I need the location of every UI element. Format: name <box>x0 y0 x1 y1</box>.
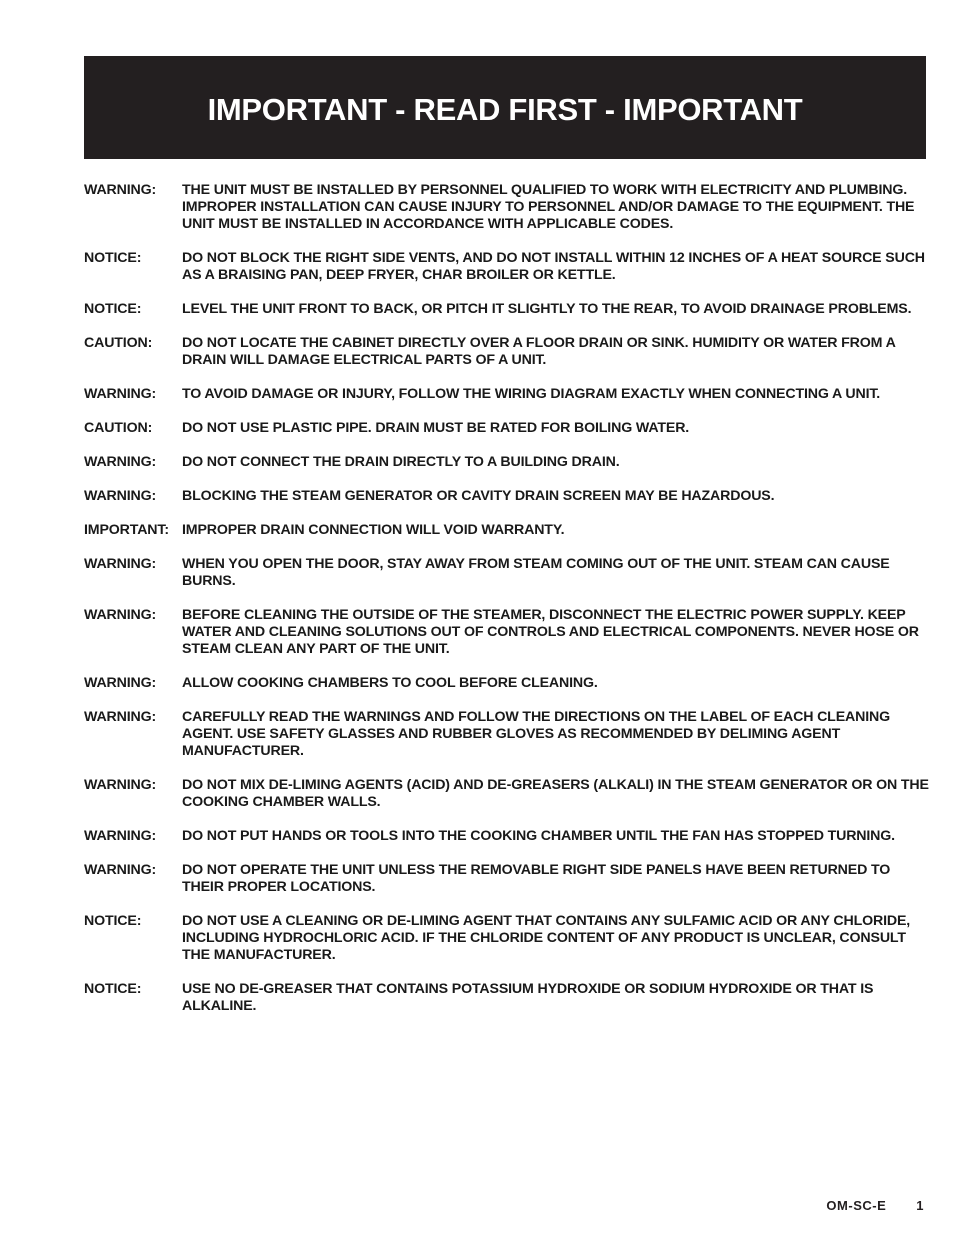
notice-text: DO NOT MIX DE-LIMING AGENTS (ACID) AND DE-GREASERS (ALKALI) IN THE STEAM GENERATOR OR ON THE COOKING CHAMBER WALLS. <box>182 777 929 810</box>
page-title: IMPORTANT - READ FIRST - IMPORTANT <box>207 91 803 127</box>
notice-text: BEFORE CLEANING THE OUTSIDE OF THE STEAMER, DISCONNECT THE ELECTRIC POWER SUPPLY. KEEP WATER AND CLEANING SOLUTIONS OUT OF CONTROLS AND ELECTRICAL COMPONENTS. NEVER HOSE OR STEAM CLEAN ANY PART OF THE UNIT. <box>182 607 919 657</box>
notice-type-label: WARNING: <box>84 556 157 572</box>
notice-type-label: WARNING: <box>84 709 157 725</box>
document-code: OM-SC-E <box>826 1198 887 1213</box>
notice-item <box>84 488 929 505</box>
page-footer <box>826 1198 924 1213</box>
notice-item <box>84 981 929 1015</box>
notice-text: DO NOT USE A CLEANING OR DE-LIMING AGENT THAT CONTAINS ANY SULFAMIC ACID OR ANY CHLORIDE, INCLUDING HYDROCHLORIC ACID. IF THE CHLORIDE CONTENT OF ANY PRODUCT IS UNCLEAR, CONSULT THE MANUFACTURER. <box>182 913 911 963</box>
page-number: 1 <box>916 1198 924 1213</box>
notice-text: CAREFULLY READ THE WARNINGS AND FOLLOW THE DIRECTIONS ON THE LABEL OF EACH CLEANING AGENT. USE SAFETY GLASSES AND RUBBER GLOVES AS RECOMMENDED BY DELIMING AGENT MANUFACTURER. <box>182 709 890 759</box>
notice-item <box>84 777 929 811</box>
notice-type-label: WARNING: <box>84 777 157 793</box>
notice-item <box>84 828 929 845</box>
notice-text: DO NOT CONNECT THE DRAIN DIRECTLY TO A BUILDING DRAIN. <box>182 454 620 470</box>
header-banner <box>84 56 926 159</box>
notice-item <box>84 913 929 964</box>
notice-item <box>84 182 929 233</box>
notice-item <box>84 454 929 471</box>
notice-item <box>84 607 929 658</box>
notice-text: TO AVOID DAMAGE OR INJURY, FOLLOW THE WIRING DIAGRAM EXACTLY WHEN CONNECTING A UNIT. <box>182 386 881 402</box>
notice-type-label: WARNING: <box>84 675 157 691</box>
notice-text: DO NOT USE PLASTIC PIPE. DRAIN MUST BE RATED FOR BOILING WATER. <box>182 420 690 436</box>
notice-type-label: WARNING: <box>84 386 157 402</box>
notice-type-label: CAUTION: <box>84 335 153 351</box>
notice-item <box>84 386 929 403</box>
notice-type-label: WARNING: <box>84 828 157 844</box>
notice-type-label: NOTICE: <box>84 250 142 266</box>
notice-type-label: WARNING: <box>84 182 157 198</box>
notice-text: DO NOT BLOCK THE RIGHT SIDE VENTS, AND DO NOT INSTALL WITHIN 12 INCHES OF A HEAT SOURCE SUCH AS A BRAISING PAN, DEEP FRYER, CHAR BROILER OR KETTLE. <box>182 250 925 283</box>
notice-type-label: WARNING: <box>84 862 157 878</box>
notice-text: DO NOT PUT HANDS OR TOOLS INTO THE COOKING CHAMBER UNTIL THE FAN HAS STOPPED TURNING. <box>182 828 895 844</box>
notice-item <box>84 420 929 437</box>
notice-type-label: IMPORTANT: <box>84 522 169 538</box>
notice-type-label: NOTICE: <box>84 913 142 929</box>
notice-text: USE NO DE-GREASER THAT CONTAINS POTASSIUM HYDROXIDE OR SODIUM HYDROXIDE OR THAT IS ALKALINE. <box>182 981 874 1014</box>
notice-type-label: WARNING: <box>84 488 157 504</box>
notice-text: THE UNIT MUST BE INSTALLED BY PERSONNEL QUALIFIED TO WORK WITH ELECTRICITY AND PLUMBING. IMPROPER INSTALLATION CAN CAUSE INJURY TO PERSONNEL AND/OR DAMAGE TO THE EQUIPMENT. THE UNIT MUST BE INSTALLED IN ACCORDANCE WITH APPLICABLE CODES. <box>182 182 915 232</box>
notice-type-label: WARNING: <box>84 607 157 623</box>
notice-type-label: WARNING: <box>84 454 157 470</box>
notice-text: ALLOW COOKING CHAMBERS TO COOL BEFORE CLEANING. <box>182 675 598 691</box>
notice-text: WHEN YOU OPEN THE DOOR, STAY AWAY FROM STEAM COMING OUT OF THE UNIT. STEAM CAN CAUSE BURNS. <box>182 556 890 589</box>
notice-list <box>84 182 929 1032</box>
notice-item <box>84 675 929 692</box>
notice-item <box>84 301 929 318</box>
notice-type-label: CAUTION: <box>84 420 153 436</box>
notice-text: DO NOT LOCATE THE CABINET DIRECTLY OVER A FLOOR DRAIN OR SINK. HUMIDITY OR WATER FROM A DRAIN WILL DAMAGE ELECTRICAL PARTS OF A UNIT. <box>182 335 896 368</box>
notice-text: LEVEL THE UNIT FRONT TO BACK, OR PITCH IT SLIGHTLY TO THE REAR, TO AVOID DRAINAGE PROBLEMS. <box>182 301 912 317</box>
notice-text: BLOCKING THE STEAM GENERATOR OR CAVITY DRAIN SCREEN MAY BE HAZARDOUS. <box>182 488 775 504</box>
notice-item <box>84 709 929 760</box>
notice-type-label: NOTICE: <box>84 981 142 997</box>
notice-text: DO NOT OPERATE THE UNIT UNLESS THE REMOVABLE RIGHT SIDE PANELS HAVE BEEN RETURNED TO THEIR PROPER LOCATIONS. <box>182 862 891 895</box>
notice-item <box>84 556 929 590</box>
notice-item <box>84 862 929 896</box>
notice-type-label: NOTICE: <box>84 301 142 317</box>
notice-item <box>84 335 929 369</box>
notice-item <box>84 522 929 539</box>
notice-text: IMPROPER DRAIN CONNECTION WILL VOID WARRANTY. <box>182 522 565 538</box>
notice-item <box>84 250 929 284</box>
